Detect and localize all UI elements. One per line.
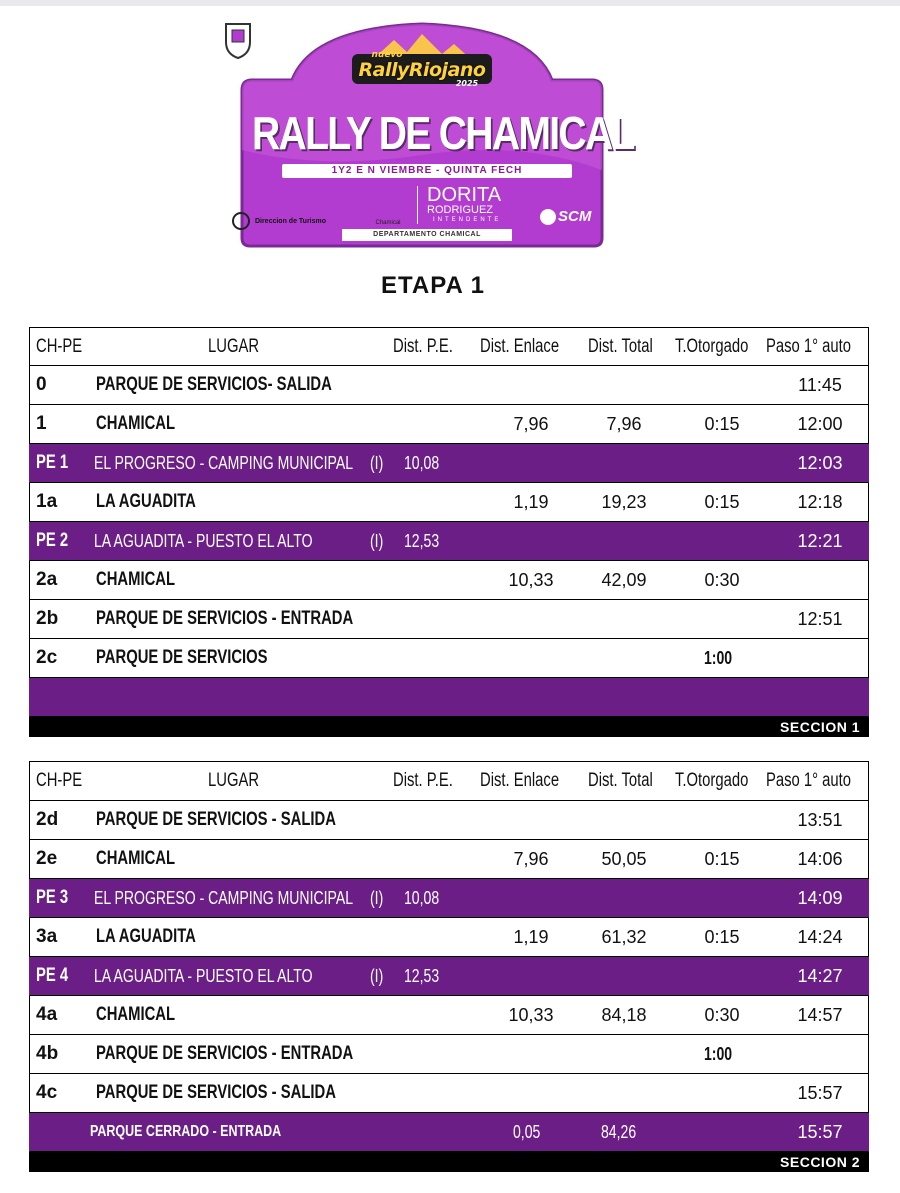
row-code-text: 3a [36, 926, 58, 947]
row-t-otorgado [674, 405, 770, 443]
row-dist-total [586, 918, 662, 956]
itinerary-table-section-2 [29, 761, 869, 1172]
row-dist-total-text: 19,23 [601, 491, 647, 512]
header-dist-pe-text: Dist. P.E. [392, 770, 453, 791]
row-paso-text: 15:57 [797, 1082, 843, 1103]
row-code-text: 0 [36, 374, 47, 395]
row-paso [770, 483, 870, 521]
row-t-otorgado-text: 0:15 [704, 926, 740, 947]
row-code-text: 2b [36, 608, 59, 629]
row-dist-pe-text: 10,08 [404, 452, 440, 473]
row-place-text: PARQUE DE SERVICIOS [96, 647, 268, 668]
row-flag-text: (I) [370, 452, 384, 473]
row-place [94, 957, 374, 995]
row-dist-total [586, 1113, 662, 1151]
row-dist-pe-text: 10,08 [404, 887, 440, 908]
row-place [96, 918, 224, 956]
row-dist-enlace-text: 1,19 [513, 926, 549, 947]
row-paso [770, 405, 870, 443]
row-place-text: EL PROGRESO - CAMPING MUNICIPAL [94, 887, 354, 908]
row-dist-enlace-text: 10,33 [508, 569, 554, 590]
row-place-text: EL PROGRESO - CAMPING MUNICIPAL [94, 452, 354, 473]
row-flag [370, 879, 387, 917]
row-place-text: PARQUE DE SERVICIOS - SALIDA [96, 1082, 336, 1103]
row-paso-text: 12:18 [797, 491, 843, 512]
row-dist-enlace [476, 483, 586, 521]
row-t-otorgado [674, 561, 770, 599]
header-chpe [36, 328, 95, 365]
row-code-text: 4b [36, 1043, 59, 1064]
turismo-icon [232, 212, 250, 230]
special-stage-row [29, 957, 869, 996]
row-dist-enlace-text: 10,33 [508, 1004, 554, 1025]
row-code [36, 561, 57, 599]
header-paso [765, 328, 870, 365]
top-strip [0, 0, 900, 6]
header-dist-total-text: Dist. Total [588, 335, 654, 357]
scm-label: SCM [558, 208, 592, 225]
turismo-logo [232, 212, 326, 230]
row-t-otorgado [674, 1035, 770, 1073]
row-code [36, 483, 57, 521]
itinerary-row [29, 918, 869, 957]
itinerary-row [29, 639, 869, 678]
row-place [96, 483, 224, 521]
row-paso [770, 1113, 870, 1151]
row-dist-total [586, 405, 662, 443]
turismo-label: Direccion de Turismo [254, 217, 327, 225]
header-dist-pe-text: Dist. P.E. [392, 335, 453, 357]
header-t-otorgado [674, 328, 770, 365]
row-dist-pe [404, 522, 449, 560]
row-dist-enlace-text: 1,19 [513, 491, 549, 512]
special-stage-row [29, 444, 869, 483]
header-dist-enlace-text: Dist. Enlace [480, 770, 560, 791]
row-code-text: 1a [36, 491, 58, 512]
plate-title: RALLY DE CHAMICAL [252, 107, 634, 159]
row-place [96, 600, 426, 638]
row-code [36, 801, 58, 839]
crest-label: Chamical [375, 220, 401, 226]
row-paso-text: 13:51 [797, 809, 843, 830]
row-place-text: PARQUE DE SERVICIOS - ENTRADA [96, 608, 354, 629]
row-place [96, 561, 197, 599]
row-dist-enlace-text: 0,05 [513, 1121, 541, 1142]
row-t-otorgado [674, 996, 770, 1034]
row-dist-pe [404, 879, 449, 917]
crest-icon [222, 20, 254, 60]
row-code-text: PE 3 [36, 887, 69, 908]
row-paso-text: 12:00 [797, 413, 843, 434]
row-place [96, 801, 404, 839]
row-place [94, 522, 374, 560]
header-chpe-text: CH-PE [36, 335, 83, 357]
row-code [36, 1035, 58, 1073]
row-paso-text: 11:45 [798, 374, 842, 395]
header-paso [765, 762, 870, 800]
header-dist-total [586, 762, 674, 800]
row-paso-text: 15:57 [797, 1121, 843, 1142]
row-dist-enlace [476, 1113, 586, 1151]
row-paso [770, 600, 870, 638]
row-flag-text: (I) [370, 965, 384, 986]
row-place-text: CHAMICAL [96, 848, 176, 869]
row-dist-enlace-text: 7,96 [513, 413, 549, 434]
row-dist-enlace [476, 918, 586, 956]
row-paso-text: 14:09 [797, 887, 843, 908]
row-place-text: PARQUE DE SERVICIOS- SALIDA [96, 374, 332, 395]
rally-riojano-brand [222, 50, 622, 88]
brand-name: RallyRiojano [358, 59, 486, 81]
row-place [96, 1074, 404, 1112]
row-dist-pe-text: 12,53 [404, 965, 440, 986]
row-dist-enlace [476, 561, 586, 599]
row-paso [770, 801, 870, 839]
row-paso-text: 14:24 [797, 926, 843, 947]
row-code-text: 2e [36, 848, 58, 869]
row-code [36, 840, 57, 878]
itinerary-table-section-1 [29, 327, 869, 737]
row-code-text: 2a [36, 569, 58, 590]
row-dist-total-text: 84,26 [601, 1121, 637, 1142]
row-place-text: LA AGUADITA - PUESTO EL ALTO [94, 965, 313, 986]
row-code [36, 522, 77, 560]
row-code [36, 996, 57, 1034]
header-lugar [96, 762, 386, 800]
itinerary-row [29, 840, 869, 879]
row-dist-total [586, 840, 662, 878]
row-dist-enlace [476, 405, 586, 443]
row-dist-total-text: 42,09 [601, 569, 647, 590]
row-code [36, 1074, 57, 1112]
row-place [96, 366, 398, 404]
row-t-otorgado-text: 1:00 [703, 647, 733, 668]
header-chpe-text: CH-PE [36, 770, 83, 791]
row-code-text: PE 2 [36, 530, 69, 551]
row-place-text: LA AGUADITA [96, 926, 196, 947]
row-t-otorgado-text: 0:30 [704, 569, 740, 590]
row-paso-text: 12:51 [797, 608, 843, 629]
row-place-text: CHAMICAL [96, 413, 176, 434]
scm-logo [540, 208, 591, 225]
row-code [36, 366, 47, 404]
row-place [90, 1113, 335, 1151]
special-stage-row [29, 879, 869, 918]
row-paso-text: 14:06 [797, 848, 843, 869]
row-t-otorgado-text: 0:15 [704, 491, 740, 512]
row-paso-text: 14:27 [797, 965, 843, 986]
itinerary-row [29, 600, 869, 639]
header-chpe [36, 762, 95, 800]
row-code-text: 4c [36, 1082, 58, 1103]
row-paso-text: 14:57 [797, 1004, 843, 1025]
itinerary-row [29, 366, 869, 405]
table-header-row [29, 327, 869, 366]
header-lugar-text: LUGAR [208, 770, 260, 791]
row-place [96, 405, 197, 443]
row-place [96, 1035, 426, 1073]
row-paso-text: 12:03 [797, 452, 843, 473]
row-place [96, 996, 197, 1034]
row-dist-pe [404, 444, 449, 482]
row-flag [370, 444, 387, 482]
section-label-bar [29, 1152, 869, 1172]
row-dist-total-text: 84,18 [601, 1004, 647, 1025]
row-flag [370, 957, 387, 995]
row-code [36, 444, 77, 482]
row-paso [770, 840, 870, 878]
row-code-text: 4a [36, 1004, 58, 1025]
row-dist-total [586, 483, 662, 521]
row-t-otorgado-text: 1:00 [703, 1043, 733, 1064]
header-dist-enlace [476, 762, 586, 800]
dorita-line1: DORITA [427, 184, 502, 206]
plate-subtitle: 1Y2 E N VIEMBRE - QUINTA FECH [282, 164, 572, 178]
row-dist-pe [404, 957, 449, 995]
row-dist-total-text: 50,05 [601, 848, 647, 869]
runner-icon [540, 209, 556, 225]
row-t-otorgado-text: 0:15 [704, 413, 740, 434]
itinerary-row [29, 1113, 869, 1152]
section-label-bar [29, 717, 869, 737]
header-dist-pe [386, 762, 476, 800]
header-paso-text: Paso 1° auto [765, 335, 851, 357]
row-flag-text: (I) [370, 887, 384, 908]
row-place [96, 639, 316, 677]
row-paso [770, 444, 870, 482]
header-t-otorgado-text: T.Otorgado [675, 770, 749, 791]
row-dist-enlace [476, 996, 586, 1034]
row-dist-total [586, 996, 662, 1034]
header-dist-pe [386, 328, 476, 365]
section-spacer [29, 678, 869, 717]
row-code-text: 2c [36, 647, 58, 668]
row-paso-text: 12:21 [797, 530, 843, 551]
row-dist-enlace-text: 7,96 [513, 848, 549, 869]
row-dist-total [586, 561, 662, 599]
row-t-otorgado [674, 840, 770, 878]
itinerary-row [29, 405, 869, 444]
row-paso [770, 879, 870, 917]
header-paso-text: Paso 1° auto [765, 770, 851, 791]
row-dist-total-text: 7,96 [606, 413, 642, 434]
plate-footer: DEPARTAMENTO CHAMICAL [342, 229, 512, 241]
header-dist-total-text: Dist. Total [588, 770, 654, 791]
dorita-logo [427, 185, 501, 224]
row-t-otorgado-text: 0:30 [704, 1004, 740, 1025]
header-lugar-text: LUGAR [208, 335, 260, 357]
row-dist-pe-text: 12,53 [404, 530, 440, 551]
header-dist-enlace-text: Dist. Enlace [480, 335, 560, 357]
dorita-line2: RODRIGUEZ [427, 204, 493, 216]
row-place-text: CHAMICAL [96, 1004, 176, 1025]
row-place [96, 840, 197, 878]
brand-year: 2025 [455, 79, 479, 88]
row-paso [770, 366, 870, 404]
row-code [36, 957, 77, 995]
row-place-text: LA AGUADITA - PUESTO EL ALTO [94, 530, 313, 551]
row-t-otorgado [674, 639, 770, 677]
rally-logo-plate [222, 20, 634, 248]
header-t-otorgado-text: T.Otorgado [675, 335, 749, 357]
row-code-text: PE 1 [36, 452, 69, 473]
row-place-text: PARQUE DE SERVICIOS - SALIDA [96, 809, 336, 830]
row-paso [770, 957, 870, 995]
row-code [36, 405, 47, 443]
row-paso [770, 918, 870, 956]
row-code-text: 1 [36, 413, 47, 434]
itinerary-row [29, 483, 869, 522]
special-stage-row [29, 522, 869, 561]
etapa-title: ETAPA 1 [381, 272, 485, 299]
header-lugar [96, 328, 386, 365]
row-place-text: PARQUE DE SERVICIOS - ENTRADA [96, 1043, 354, 1064]
row-t-otorgado [674, 918, 770, 956]
row-dist-enlace [476, 840, 586, 878]
table-header-row [29, 761, 869, 801]
itinerary-row [29, 1074, 869, 1113]
row-place-text: CHAMICAL [96, 569, 176, 590]
brand-small-text: nuevo [371, 50, 403, 60]
row-t-otorgado-text: 0:15 [704, 848, 740, 869]
header-t-otorgado [674, 762, 770, 800]
itinerary-row [29, 996, 869, 1035]
row-code [36, 600, 58, 638]
row-place-text: PARQUE CERRADO - ENTRADA [90, 1123, 282, 1140]
row-code-text: PE 4 [36, 965, 69, 986]
row-code [36, 639, 57, 677]
row-code [36, 918, 57, 956]
plate-divider [417, 186, 418, 224]
row-flag-text: (I) [370, 530, 384, 551]
row-flag [370, 522, 387, 560]
itinerary-row [29, 801, 869, 840]
itinerary-row [29, 1035, 869, 1074]
header-dist-total [586, 328, 674, 365]
header-dist-enlace [476, 328, 586, 365]
row-dist-total-text: 61,32 [601, 926, 647, 947]
row-paso [770, 1074, 870, 1112]
row-place-text: LA AGUADITA [96, 491, 196, 512]
section-label: SECCION 2 [780, 1153, 860, 1170]
itinerary-row [29, 561, 869, 600]
row-t-otorgado [674, 483, 770, 521]
section-label: SECCION 1 [780, 718, 860, 735]
row-code-text: 2d [36, 809, 59, 830]
row-code [36, 879, 77, 917]
row-paso [770, 522, 870, 560]
row-paso [770, 996, 870, 1034]
dorita-line3: INTENDENTE [433, 217, 502, 223]
